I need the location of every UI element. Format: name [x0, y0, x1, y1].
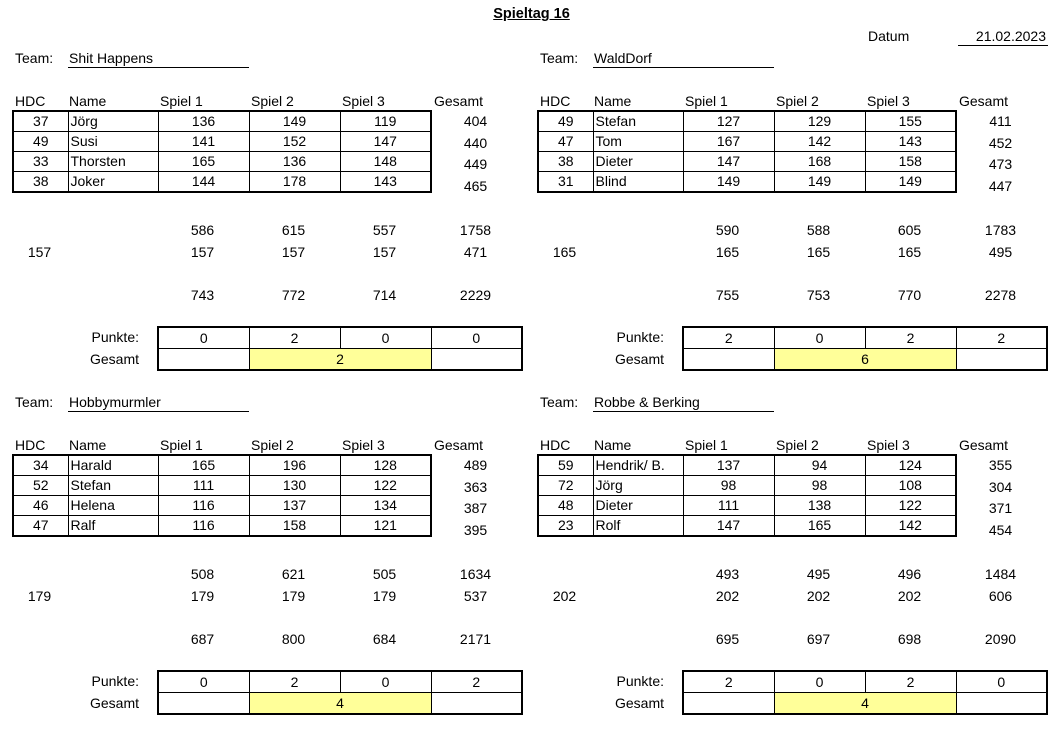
handicap-row-s2: 165: [806, 244, 831, 260]
header-name: Name: [594, 437, 632, 453]
player-name: Joker: [68, 172, 158, 193]
player-name: Blind: [593, 172, 683, 193]
player-name: Hendrik/ B.: [593, 455, 683, 476]
player-name: Stefan: [68, 476, 158, 496]
points-cell-3: 0: [340, 671, 431, 693]
players-table: [537, 454, 957, 537]
player-spiel1: 165: [158, 152, 249, 172]
header-spiel3: Spiel 3: [867, 437, 910, 453]
sum-row-total: 1783: [984, 222, 1017, 238]
player-total: 465: [463, 177, 488, 194]
player-hdc: 23: [538, 516, 593, 537]
grand-total-row-total: 2090: [984, 631, 1017, 647]
points-cell-4: 2: [431, 671, 522, 693]
player-spiel3: 155: [865, 111, 956, 132]
handicap-row-s1: 202: [715, 588, 740, 604]
grand-total-row-s1: 695: [715, 631, 740, 647]
points-row: [683, 327, 1047, 349]
player-name: Jörg: [68, 111, 158, 132]
punkte-label: Punkte:: [91, 673, 139, 689]
player-total: 454: [988, 521, 1013, 538]
grand-total-row-s3: 770: [897, 287, 922, 303]
date-value: 21.02.2023: [958, 28, 1048, 46]
player-spiel2: 178: [249, 172, 340, 193]
points-cell-2: 0: [774, 327, 865, 349]
player-name: Susi: [68, 132, 158, 152]
player-total: 473: [988, 156, 1013, 172]
player-spiel3: 158: [865, 152, 956, 172]
header-name: Name: [594, 93, 632, 109]
header-spiel2: Spiel 2: [251, 93, 294, 109]
player-spiel3: 147: [340, 132, 431, 152]
player-total: 447: [988, 177, 1013, 194]
handicap-total: 202: [552, 588, 577, 604]
player-hdc: 59: [538, 455, 593, 476]
grand-total-row-s3: 714: [372, 287, 397, 303]
player-spiel2: 98: [774, 476, 865, 496]
player-spiel2: 142: [774, 132, 865, 152]
player-total: 452: [988, 134, 1013, 151]
player-total: 440: [463, 134, 488, 151]
player-hdc: 37: [13, 111, 68, 132]
points-table: [157, 670, 523, 715]
gesamt-points-row: [158, 693, 522, 715]
player-name: Ralf: [68, 516, 158, 537]
handicap-row-s1: 179: [190, 588, 215, 604]
grand-total-row-s2: 772: [281, 287, 306, 303]
team-name: Robbe & Berking: [593, 392, 774, 412]
points-cell-3: 0: [340, 327, 431, 349]
points-cell-2: 2: [249, 327, 340, 349]
player-name: Harald: [68, 455, 158, 476]
header-hdc: HDC: [540, 437, 571, 453]
player-row: [13, 455, 431, 476]
handicap-row-total: 537: [463, 588, 488, 604]
header-gesamt: Gesamt: [434, 93, 484, 109]
player-total: 449: [463, 156, 488, 172]
player-spiel1: 147: [683, 516, 774, 537]
player-row: [538, 496, 956, 516]
player-total: 489: [463, 457, 488, 473]
handicap-total: 157: [27, 244, 52, 260]
points-cell-3: 2: [865, 671, 956, 693]
player-row: [13, 172, 431, 193]
player-hdc: 34: [13, 455, 68, 476]
handicap-row-s2: 179: [281, 588, 306, 604]
points-cell-1: 0: [158, 327, 249, 349]
player-hdc: 49: [538, 111, 593, 132]
player-spiel1: 127: [683, 111, 774, 132]
player-row: [538, 455, 956, 476]
player-row: [538, 516, 956, 537]
punkte-label: Punkte:: [616, 329, 664, 345]
player-spiel3: 122: [340, 476, 431, 496]
player-spiel2: 152: [249, 132, 340, 152]
grand-total-row-s2: 697: [806, 631, 831, 647]
sum-row-s3: 505: [372, 566, 397, 582]
player-hdc: 48: [538, 496, 593, 516]
team-name: Shit Happens: [68, 48, 249, 68]
player-spiel1: 116: [158, 516, 249, 537]
players-table: [12, 454, 432, 537]
player-row: [538, 476, 956, 496]
handicap-total: 165: [552, 244, 577, 260]
player-spiel1: 111: [158, 476, 249, 496]
player-spiel2: 136: [249, 152, 340, 172]
player-name: Dieter: [593, 496, 683, 516]
team-label: Team:: [15, 394, 54, 410]
grand-total-row-s3: 684: [372, 631, 397, 647]
points-row: [158, 327, 522, 349]
player-spiel2: 149: [774, 172, 865, 193]
player-spiel3: 148: [340, 152, 431, 172]
points-row: [158, 671, 522, 693]
player-row: [538, 172, 956, 193]
player-spiel2: 165: [774, 516, 865, 537]
player-spiel2: 138: [774, 496, 865, 516]
player-spiel2: 149: [249, 111, 340, 132]
sum-row-total: 1634: [459, 566, 492, 582]
page-title: Spieltag 16: [493, 6, 570, 22]
sum-row-s2: 615: [281, 222, 306, 238]
points-cell-4: 0: [431, 327, 522, 349]
handicap-row-total: 495: [988, 244, 1013, 260]
player-spiel1: 111: [683, 496, 774, 516]
team-block: [12, 10, 537, 367]
points-cell-2: 2: [249, 671, 340, 693]
points-row: [683, 671, 1047, 693]
gesamt-label: Gesamt: [614, 695, 664, 711]
player-row: [13, 152, 431, 172]
player-row: [538, 111, 956, 132]
header-spiel1: Spiel 1: [685, 437, 728, 453]
player-hdc: 47: [538, 132, 593, 152]
grand-total-row-s2: 753: [806, 287, 831, 303]
player-row: [538, 152, 956, 172]
header-gesamt: Gesamt: [434, 437, 484, 453]
sum-row-s2: 588: [806, 222, 831, 238]
header-spiel1: Spiel 1: [160, 93, 203, 109]
sum-row-s2: 495: [806, 566, 831, 582]
player-spiel1: 141: [158, 132, 249, 152]
handicap-row-s2: 202: [806, 588, 831, 604]
player-total: 363: [463, 478, 488, 495]
player-spiel2: 158: [249, 516, 340, 537]
points-cell-3: 2: [865, 327, 956, 349]
player-spiel2: 196: [249, 455, 340, 476]
players-table: [537, 110, 957, 193]
player-spiel3: 119: [340, 111, 431, 132]
player-row: [13, 476, 431, 496]
header-name: Name: [69, 437, 107, 453]
grand-total-row-total: 2171: [459, 631, 492, 647]
team-label: Team:: [540, 50, 579, 66]
handicap-row-s3: 179: [372, 588, 397, 604]
player-spiel3: 121: [340, 516, 431, 537]
player-name: Stefan: [593, 111, 683, 132]
header-spiel1: Spiel 1: [160, 437, 203, 453]
handicap-row-s3: 202: [897, 588, 922, 604]
sum-row-total: 1484: [984, 566, 1017, 582]
header-spiel3: Spiel 3: [342, 93, 385, 109]
player-hdc: 31: [538, 172, 593, 193]
player-hdc: 33: [13, 152, 68, 172]
player-spiel1: 116: [158, 496, 249, 516]
player-spiel2: 137: [249, 496, 340, 516]
sum-row-total: 1758: [459, 222, 492, 238]
player-spiel3: 134: [340, 496, 431, 516]
player-name: Thorsten: [68, 152, 158, 172]
date-label: Datum: [868, 28, 910, 44]
player-row: [13, 111, 431, 132]
team-name: Hobbymurmler: [68, 392, 249, 412]
punkte-label: Punkte:: [616, 673, 664, 689]
handicap-row-s3: 157: [372, 244, 397, 260]
team-label: Team:: [15, 50, 54, 66]
sum-row-s1: 586: [190, 222, 215, 238]
player-spiel1: 98: [683, 476, 774, 496]
player-spiel2: 129: [774, 111, 865, 132]
sum-row-s2: 621: [281, 566, 306, 582]
header-hdc: HDC: [15, 93, 46, 109]
player-spiel1: 136: [158, 111, 249, 132]
handicap-row-s1: 157: [190, 244, 215, 260]
player-hdc: 38: [13, 172, 68, 193]
player-spiel3: 142: [865, 516, 956, 537]
sum-row-s3: 496: [897, 566, 922, 582]
gesamt-points-value: 2: [249, 349, 431, 371]
points-cell-1: 2: [683, 327, 774, 349]
player-name: Jörg: [593, 476, 683, 496]
header-spiel3: Spiel 3: [867, 93, 910, 109]
gesamt-points-value: 6: [774, 349, 956, 371]
player-name: Tom: [593, 132, 683, 152]
grand-total-row-total: 2229: [459, 287, 492, 303]
gesamt-points-value: 4: [774, 693, 956, 715]
punkte-label: Punkte:: [91, 329, 139, 345]
grand-total-row-s1: 743: [190, 287, 215, 303]
player-spiel1: 165: [158, 455, 249, 476]
player-spiel3: 143: [865, 132, 956, 152]
header-gesamt: Gesamt: [959, 93, 1009, 109]
player-spiel1: 167: [683, 132, 774, 152]
header-spiel2: Spiel 2: [776, 93, 819, 109]
header-name: Name: [69, 93, 107, 109]
player-spiel2: 168: [774, 152, 865, 172]
team-block: [537, 10, 1062, 367]
player-spiel1: 144: [158, 172, 249, 193]
grand-total-row-s1: 687: [190, 631, 215, 647]
player-spiel1: 149: [683, 172, 774, 193]
team-label: Team:: [540, 394, 579, 410]
player-name: Dieter: [593, 152, 683, 172]
gesamt-empty-right: [431, 693, 522, 715]
player-spiel2: 94: [774, 455, 865, 476]
grand-total-row-s3: 698: [897, 631, 922, 647]
points-cell-4: 2: [956, 327, 1047, 349]
handicap-total: 179: [27, 588, 52, 604]
player-spiel3: 108: [865, 476, 956, 496]
player-total: 395: [463, 521, 488, 538]
player-total: 355: [988, 457, 1013, 473]
player-spiel2: 130: [249, 476, 340, 496]
gesamt-empty-left: [158, 693, 249, 715]
player-total: 387: [463, 500, 488, 516]
header-hdc: HDC: [540, 93, 571, 109]
team-block: [537, 354, 1062, 711]
sum-row-s1: 508: [190, 566, 215, 582]
player-total: 404: [463, 113, 488, 129]
points-cell-4: 0: [956, 671, 1047, 693]
sum-row-s3: 557: [372, 222, 397, 238]
handicap-row-s1: 165: [715, 244, 740, 260]
player-total: 304: [988, 478, 1013, 495]
player-row: [13, 516, 431, 537]
team-block: [12, 354, 537, 711]
header-spiel2: Spiel 2: [251, 437, 294, 453]
header-hdc: HDC: [15, 437, 46, 453]
sum-row-s1: 493: [715, 566, 740, 582]
player-name: Rolf: [593, 516, 683, 537]
gesamt-empty-right: [956, 693, 1047, 715]
player-hdc: 72: [538, 476, 593, 496]
points-table: [682, 670, 1048, 715]
sum-row-s3: 605: [897, 222, 922, 238]
player-spiel3: 128: [340, 455, 431, 476]
team-name: WaldDorf: [593, 48, 774, 68]
player-hdc: 46: [13, 496, 68, 516]
player-row: [13, 496, 431, 516]
handicap-row-s3: 165: [897, 244, 922, 260]
players-table: [12, 110, 432, 193]
player-row: [13, 132, 431, 152]
gesamt-label: Gesamt: [89, 351, 139, 367]
handicap-row-total: 471: [463, 244, 488, 260]
player-hdc: 52: [13, 476, 68, 496]
player-hdc: 38: [538, 152, 593, 172]
player-spiel3: 122: [865, 496, 956, 516]
player-spiel1: 147: [683, 152, 774, 172]
player-hdc: 47: [13, 516, 68, 537]
gesamt-label: Gesamt: [89, 695, 139, 711]
gesamt-points-row: [683, 693, 1047, 715]
gesamt-label: Gesamt: [614, 351, 664, 367]
player-spiel3: 143: [340, 172, 431, 193]
player-row: [538, 132, 956, 152]
header-spiel3: Spiel 3: [342, 437, 385, 453]
gesamt-points-value: 4: [249, 693, 431, 715]
player-total: 411: [989, 113, 1012, 129]
player-total: 371: [988, 500, 1013, 516]
player-spiel3: 149: [865, 172, 956, 193]
sum-row-s1: 590: [715, 222, 740, 238]
header-gesamt: Gesamt: [959, 437, 1009, 453]
grand-total-row-s1: 755: [715, 287, 740, 303]
player-hdc: 49: [13, 132, 68, 152]
points-cell-1: 0: [158, 671, 249, 693]
header-spiel2: Spiel 2: [776, 437, 819, 453]
player-name: Helena: [68, 496, 158, 516]
handicap-row-s2: 157: [281, 244, 306, 260]
points-cell-1: 2: [683, 671, 774, 693]
header-spiel1: Spiel 1: [685, 93, 728, 109]
handicap-row-total: 606: [988, 588, 1013, 604]
grand-total-row-total: 2278: [984, 287, 1017, 303]
grand-total-row-s2: 800: [281, 631, 306, 647]
player-spiel1: 137: [683, 455, 774, 476]
points-cell-2: 0: [774, 671, 865, 693]
player-spiel3: 124: [865, 455, 956, 476]
gesamt-empty-left: [683, 693, 774, 715]
